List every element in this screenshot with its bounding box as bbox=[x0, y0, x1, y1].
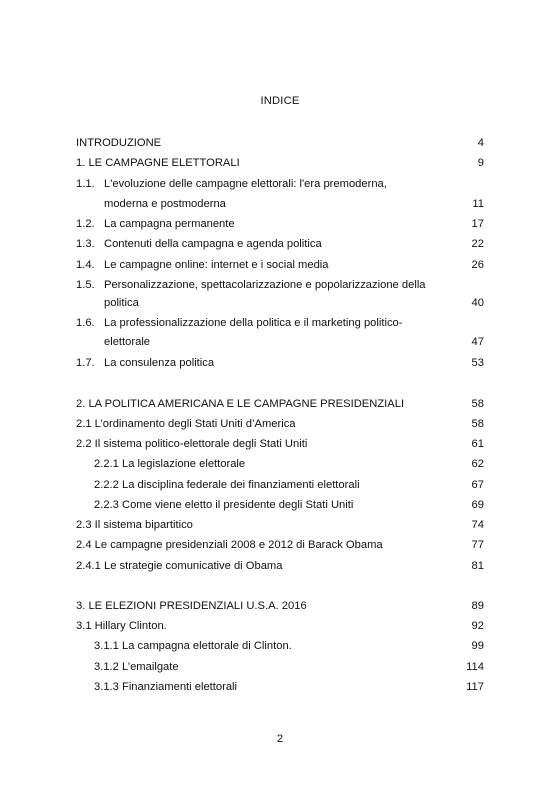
toc-entry-text: L'evoluzione delle campagne elettorali: l'era premoderna, bbox=[104, 178, 387, 190]
toc-entry-page: 77 bbox=[471, 539, 484, 551]
toc-entry-page: 99 bbox=[471, 640, 484, 652]
toc-entry-text: 3.1.1 La campagna elettorale di Clinton. bbox=[94, 640, 292, 652]
toc-entry-text: 3. LE ELEZIONI PRESIDENZIALI U.S.A. 2016 bbox=[76, 600, 307, 612]
toc-entry-page: 69 bbox=[471, 499, 484, 511]
toc-entry-text: moderna e postmoderna bbox=[104, 198, 226, 210]
toc-entry-page: 89 bbox=[471, 600, 484, 612]
toc-entry-text: 3.1.2 L’emailgate bbox=[94, 661, 179, 673]
toc-entry-page: 47 bbox=[471, 336, 484, 348]
toc-entry-continuation[interactable] bbox=[76, 196, 484, 212]
toc-entry[interactable] bbox=[76, 277, 484, 293]
toc-entry-text: La campagna permanente bbox=[104, 218, 235, 230]
toc-entry-text: Le campagne online: internet e i social media bbox=[104, 259, 329, 271]
toc-entry-number: 1.3. bbox=[76, 238, 95, 250]
toc-entry-continuation[interactable] bbox=[76, 334, 484, 350]
toc-entry-page: 58 bbox=[471, 398, 484, 410]
toc-entry-page: 11 bbox=[472, 198, 484, 210]
toc-entry-page: 92 bbox=[471, 620, 484, 632]
toc-entry[interactable] bbox=[76, 659, 484, 675]
toc-entry-number: 1.1. bbox=[76, 178, 95, 190]
toc-entry-page: 40 bbox=[471, 297, 484, 309]
toc-entry-page: 117 bbox=[466, 681, 484, 693]
toc-entry-text: 2.2.1 La legislazione elettorale bbox=[94, 458, 246, 470]
toc-entry-page: 9 bbox=[477, 157, 484, 169]
toc-entry-page: 62 bbox=[471, 458, 484, 470]
toc-entry-text: 2.3 Il sistema bipartitico bbox=[76, 519, 193, 531]
toc-entry[interactable] bbox=[76, 135, 484, 151]
toc-entry-text: 1. LE CAMPAGNE ELETTORALI bbox=[76, 157, 240, 169]
toc-entry[interactable] bbox=[76, 396, 484, 412]
toc-entry-page: 81 bbox=[471, 560, 484, 572]
toc-entry-text: 2.1 L’ordinamento degli Stati Uniti d’America bbox=[76, 418, 296, 430]
toc-entry-page: 74 bbox=[471, 519, 484, 531]
toc-entry[interactable] bbox=[76, 216, 484, 232]
toc-entry-text: Personalizzazione, spettacolarizzazione e popolarizzazione della bbox=[104, 279, 426, 291]
toc-entry-text: 3.1 Hillary Clinton. bbox=[76, 620, 167, 632]
toc-entry-page: 114 bbox=[466, 661, 484, 673]
toc-entry-continuation[interactable] bbox=[76, 295, 484, 311]
toc-entry-text: La professionalizzazione della politica e il marketing politico- bbox=[104, 317, 403, 329]
toc-entry-text: 3.1.3 Finanziamenti elettorali bbox=[94, 681, 238, 693]
toc-entry-text: 2.2.3 Come viene eletto il presidente degli Stati Uniti bbox=[94, 499, 354, 511]
toc-entry[interactable] bbox=[76, 618, 484, 634]
toc-entry[interactable] bbox=[76, 436, 484, 452]
page-number: 2 bbox=[276, 733, 284, 745]
toc-entry[interactable] bbox=[76, 497, 484, 513]
toc-entry-number: 1.4. bbox=[76, 259, 95, 271]
toc-entry-text: 2. LA POLITICA AMERICANA E LE CAMPAGNE PRESIDENZIALI bbox=[76, 398, 405, 410]
toc-entry-text: 2.4.1 Le strategie comunicative di Obama bbox=[76, 560, 283, 572]
toc-entry-number: 1.7. bbox=[76, 357, 95, 369]
toc-entry-text: 2.2.2 La disciplina federale dei finanziamenti elettorali bbox=[94, 479, 360, 491]
toc-entry-page: 4 bbox=[477, 137, 484, 149]
toc-entry-page: 22 bbox=[471, 238, 484, 250]
toc-entry-page: 61 bbox=[471, 438, 484, 450]
toc-entry[interactable] bbox=[76, 315, 484, 331]
toc-entry-text: INTRODUZIONE bbox=[76, 137, 162, 149]
toc-entry-text: 2.4 Le campagne presidenziali 2008 e 2012 di Barack Obama bbox=[76, 539, 383, 551]
toc-entry[interactable] bbox=[76, 558, 484, 574]
toc-entry[interactable] bbox=[76, 416, 484, 432]
toc-entry[interactable] bbox=[76, 598, 484, 614]
toc-entry[interactable] bbox=[76, 236, 484, 252]
toc-entry-page: 67 bbox=[471, 479, 484, 491]
toc-entry-page: 26 bbox=[471, 259, 484, 271]
toc-entry-page: 53 bbox=[471, 357, 484, 369]
toc-entry[interactable] bbox=[76, 638, 484, 654]
toc-entry-number: 1.6. bbox=[76, 317, 95, 329]
toc-entry-page: 17 bbox=[471, 218, 484, 230]
toc-entry-number: 1.5. bbox=[76, 279, 95, 291]
toc-entry-text: politica bbox=[104, 297, 139, 309]
toc-entry-page: 58 bbox=[471, 418, 484, 430]
toc-entry[interactable] bbox=[76, 477, 484, 493]
toc-entry[interactable] bbox=[76, 679, 484, 695]
toc-entry[interactable] bbox=[76, 155, 484, 171]
toc-entry[interactable] bbox=[76, 517, 484, 533]
page-title: INDICE bbox=[260, 95, 300, 107]
toc-entry[interactable] bbox=[76, 257, 484, 273]
toc-entry-text: La consulenza politica bbox=[104, 357, 215, 369]
toc-entry-text: elettorale bbox=[104, 336, 151, 348]
toc-entry[interactable] bbox=[76, 176, 484, 192]
toc-entry-text: Contenuti della campagna e agenda politica bbox=[104, 238, 322, 250]
toc-entry[interactable] bbox=[76, 537, 484, 553]
toc-entry[interactable] bbox=[76, 355, 484, 371]
toc-entry[interactable] bbox=[76, 456, 484, 472]
toc-entry-number: 1.2. bbox=[76, 218, 95, 230]
toc-entry-text: 2.2 Il sistema politico-elettorale degli Stati Uniti bbox=[76, 438, 308, 450]
